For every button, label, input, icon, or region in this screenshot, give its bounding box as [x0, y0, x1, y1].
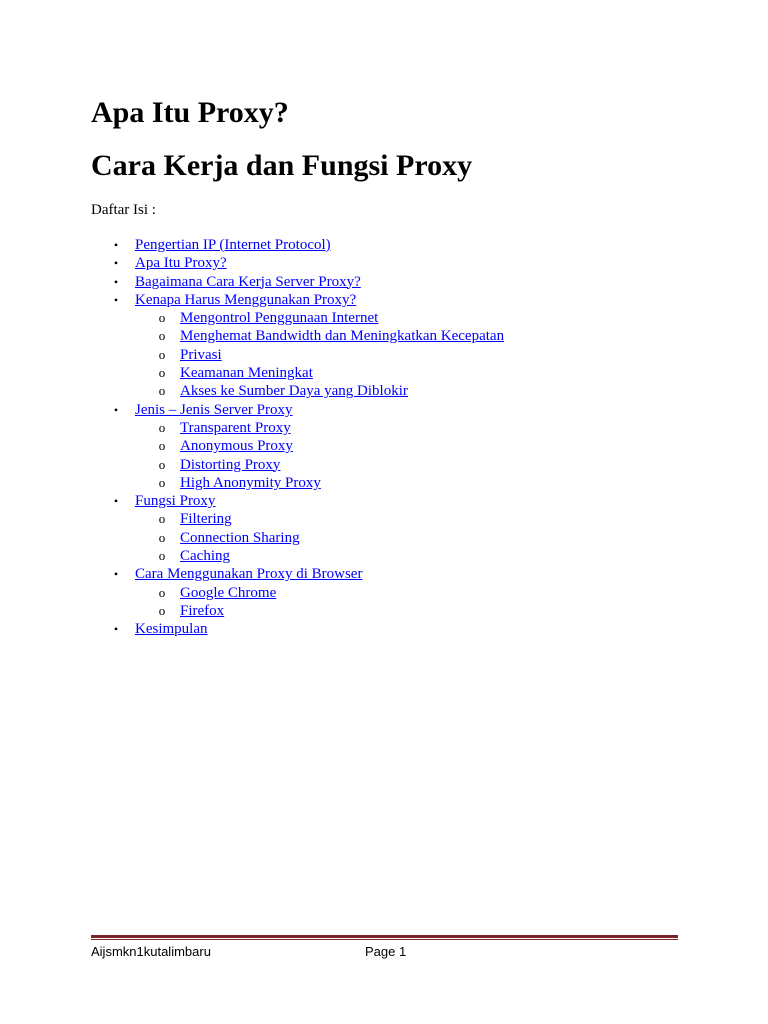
toc-link[interactable]: Bagaimana Cara Kerja Server Proxy? [135, 273, 361, 290]
toc-item [91, 309, 504, 327]
toc-item [91, 401, 504, 419]
toc-item [91, 437, 504, 455]
toc-link[interactable]: Mengontrol Penggunaan Internet [180, 310, 379, 327]
toc-item [91, 584, 504, 602]
toc-link[interactable]: Menghemat Bandwidth dan Meningkatkan Kecepatan [180, 328, 505, 345]
bullet-disc-icon: • [113, 402, 119, 417]
toc-link[interactable]: Connection Sharing [180, 529, 300, 546]
bullet-circle-icon: o [158, 529, 166, 545]
toc-item [91, 291, 504, 309]
page-subtitle: Cara Kerja dan Fungsi Proxy [91, 149, 473, 182]
table-of-contents [91, 236, 504, 639]
toc-item [91, 327, 504, 345]
toc-link[interactable]: Apa Itu Proxy? [135, 255, 227, 272]
toc-label: Daftar Isi : [91, 202, 156, 218]
toc-item [91, 364, 504, 382]
bullet-circle-icon: o [158, 365, 166, 381]
toc-item [91, 565, 504, 583]
toc-item [91, 547, 504, 565]
toc-link[interactable]: Kesimpulan [135, 621, 208, 638]
toc-link[interactable]: Anonymous Proxy [180, 438, 293, 455]
footer-rule [91, 935, 678, 941]
footer-rule-thin [91, 939, 678, 940]
toc-link[interactable]: Firefox [180, 602, 225, 619]
toc-link[interactable]: Kenapa Harus Menggunakan Proxy? [135, 291, 357, 308]
bullet-circle-icon: o [158, 474, 166, 490]
bullet-circle-icon: o [158, 511, 166, 527]
toc-link[interactable]: Akses ke Sumber Daya yang Diblokir [180, 383, 408, 400]
toc-item [91, 382, 504, 400]
toc-link[interactable]: Cara Menggunakan Proxy di Browser [135, 566, 363, 583]
toc-item [91, 602, 504, 620]
bullet-circle-icon: o [158, 584, 166, 600]
bullet-circle-icon: o [158, 548, 166, 564]
bullet-disc-icon: • [113, 567, 119, 582]
toc-link[interactable]: Filtering [180, 511, 232, 528]
toc-item [91, 273, 504, 291]
bullet-circle-icon: o [158, 438, 166, 454]
toc-item [91, 510, 504, 528]
toc-link[interactable]: Jenis – Jenis Server Proxy [135, 401, 293, 418]
bullet-disc-icon: • [113, 256, 119, 271]
bullet-circle-icon: o [158, 346, 166, 362]
toc-item [91, 529, 504, 547]
toc-link[interactable]: Fungsi Proxy [135, 493, 216, 510]
toc-link[interactable]: Caching [180, 548, 230, 565]
toc-link[interactable]: Distorting Proxy [180, 456, 281, 473]
toc-item [91, 419, 504, 437]
toc-item [91, 254, 504, 272]
bullet-disc-icon: • [113, 292, 119, 307]
toc-link[interactable]: Google Chrome [180, 584, 277, 601]
toc-link[interactable]: Keamanan Meningkat [180, 365, 313, 382]
footer-page-number: Page 1 [365, 944, 407, 959]
bullet-disc-icon: • [113, 622, 119, 637]
footer-rule-thick [91, 935, 678, 938]
toc-link[interactable]: Pengertian IP (Internet Protocol) [135, 237, 331, 253]
bullet-disc-icon: • [113, 274, 119, 289]
toc-item [91, 474, 504, 492]
toc-link[interactable]: Privasi [180, 346, 222, 363]
toc-link[interactable]: High Anonymity Proxy [180, 474, 321, 491]
toc-item [91, 456, 504, 474]
toc-item [91, 492, 504, 510]
bullet-circle-icon: o [158, 310, 166, 326]
bullet-circle-icon: o [158, 419, 166, 435]
page-title: Apa Itu Proxy? [91, 96, 289, 129]
toc-link[interactable]: Transparent Proxy [180, 419, 291, 436]
toc-item [91, 620, 504, 638]
bullet-circle-icon: o [158, 328, 166, 344]
bullet-disc-icon: • [113, 238, 119, 252]
toc-item [91, 346, 504, 364]
bullet-circle-icon: o [158, 456, 166, 472]
bullet-circle-icon: o [158, 383, 166, 399]
toc-item [91, 236, 504, 254]
footer-author: Aijsmkn1kutalimbaru [91, 944, 211, 959]
bullet-circle-icon: o [158, 602, 166, 618]
bullet-disc-icon: • [113, 494, 119, 509]
